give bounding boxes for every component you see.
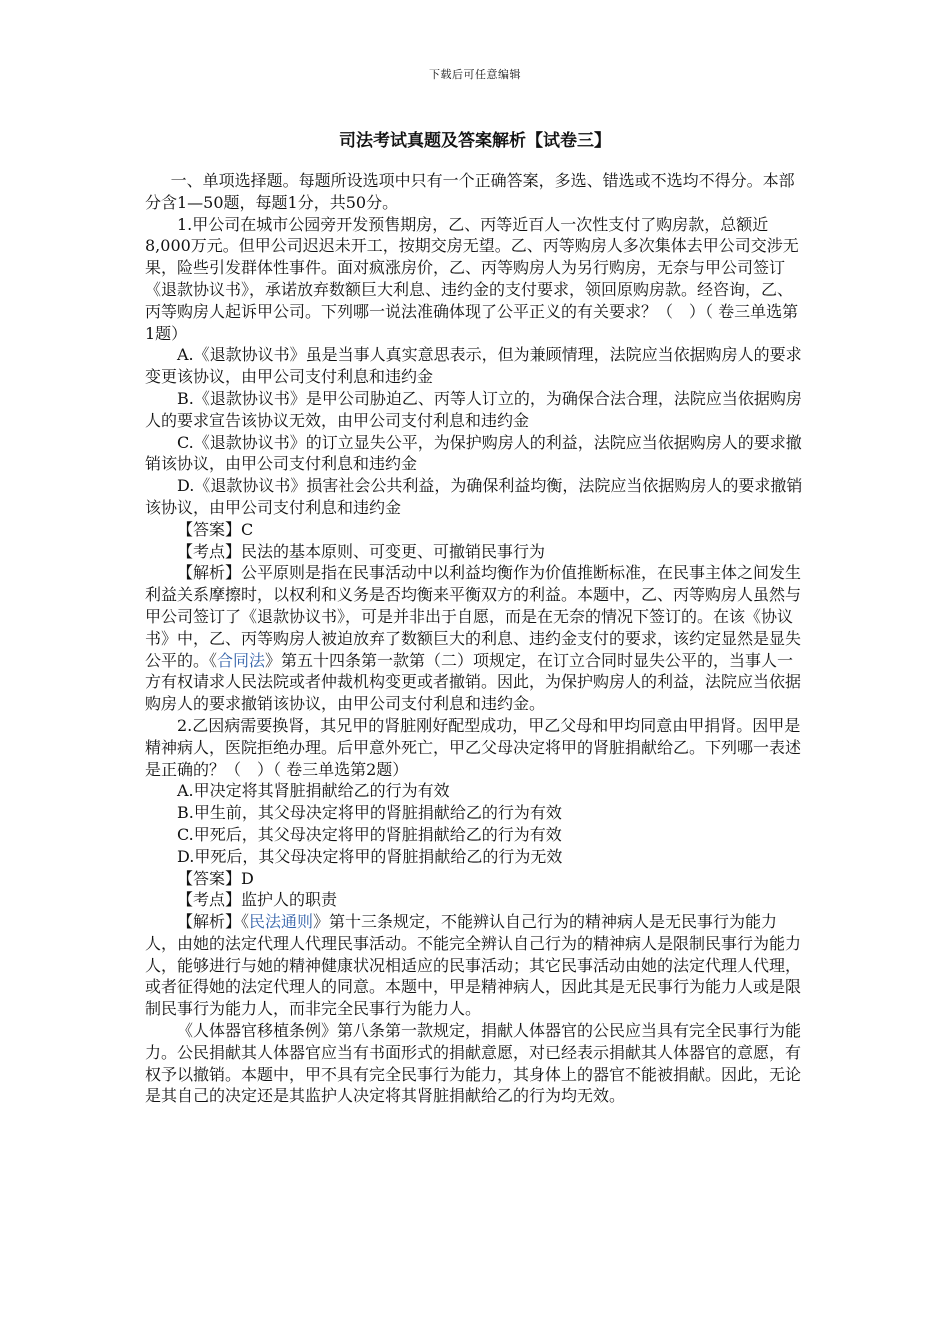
civil-law-link[interactable]: 民法通则 [249,912,314,932]
question-2-option-c: C.甲死后，其父母决定将甲的肾脏捐献给乙的行为有效 [177,824,562,844]
question-2-analysis-continued: 《人体器官移植条例》第八条第一款规定，捐献人体器官的公民应当具有完全民事行为能力。公民捐献其人体器官应当有书面形式的捐献意愿，对已经表示捐献其人体器官的意愿，有权予以撤销。本题中，甲不具有完全民事行为能力，其身体上的器官不能被捐献。因此，无论是其自己的决定还是其监护人决定将其肾脏捐献给乙的行为均无效。 [145,1021,802,1106]
question-2-option-d: D.甲死后，其父母决定将甲的肾脏捐献给乙的行为无效 [177,846,563,866]
header-note: 下载后可任意编辑 [429,68,521,81]
question-1-option-d: D.《退款协议书》损害社会公共利益，为确保利益均衡，法院应当依据购房人的要求撤销该协议，由甲公司支付利息和违约金 [145,476,803,517]
question-1-point: 【考点】民法的基本原则、可变更、可撤销民事行为 [177,541,546,561]
question-2-answer: 【答案】D [177,868,254,888]
question-1-stem: 1.甲公司在城市公园旁开发预售期房，乙、丙等近百人一次性支付了购房款，总额近8,000万元。但甲公司迟迟未开工，按期交房无望。乙、丙等购房人多次集体去甲公司交涉无果，险些引发群体性事件。面对疯涨房价，乙、丙等购房人为另行购房，无奈与甲公司签订《退款协议书》，承诺放弃数额巨大利息、违约金的支付要求，领回原购房款。经咨询，乙、丙等购房人起诉甲公司。下列哪一说法准确体现了公平正义的有关要求？（ ）（ 卷三单选第1题） [145,214,799,343]
document-body [145,170,805,1107]
question-2-option-a: A.甲决定将其肾脏捐献给乙的行为有效 [177,781,450,801]
question-2-analysis [145,911,805,1020]
question-1-analysis [145,562,805,715]
analysis-text: 【解析】公平原则是指在民事活动中以利益均衡作为价值推断标准，在民事主体之间发生利益关系摩擦时，以权利和义务是否均衡来平衡双方的利益。本题中，乙、丙等购房人虽然与甲公司签订了《退款协议书》，可是并非出于自愿，而是在无奈的情况下签订的。在该《协议书》中，乙、丙等购房人被迫放弃了数额巨大的利息、违约金支付的要求，该约定显然是显失公平的。《 [145,563,802,670]
question-1-option-b: B.《退款协议书》是甲公司胁迫乙、丙等人订立的，为确保合法合理，法院应当依据购房人的要求宣告该协议无效，由甲公司支付利息和违约金 [145,388,802,430]
question-2-stem: 2.乙因病需要换肾，其兄甲的肾脏刚好配型成功，甲乙父母和甲均同意由甲捐肾。因甲是精神病人，医院拒绝办理。后甲意外死亡，甲乙父母决定将甲的肾脏捐献给乙。下列哪一表述是正确的？（ ）（ 卷三单选第2题） [145,715,802,779]
question-1-option-a: A.《退款协议书》虽是当事人真实意思表示，但为兼顾情理，法院应当依据购房人的要求变更该协议，由甲公司支付利息和违约金 [145,345,802,387]
analysis-text: 》第五十四条第一款第（二）项规定，在订立合同时显失公平的，当事人一方有权请求人民法院或者仲裁机构变更或者撤销。因此，为保护购房人的利益，法院应当依据购房人的要求撤销该协议，由甲公司支付利息和违约金。 [145,650,802,714]
contract-law-link[interactable]: 合同法 [217,650,266,670]
page-title: 司法考试真题及答案解析【试卷三】 [339,131,611,151]
question-1-answer: 【答案】C [177,519,254,539]
analysis-text: 》第十三条规定，不能辨认自己行为的精神病人是无民事行为能力人，由她的法定代理人代理民事活动。不能完全辨认自己行为的精神病人是限制民事行为能力人，能够进行与她的精神健康状况相适应的民事活动；其它民事活动由她的法定代理人代理，或者征得她的法定代理人的同意。本题中，甲是精神病人，因此其是无民事行为能力人或是限制民事行为能力人，而非完全民事行为能力人。 [145,912,802,1019]
question-2-point: 【考点】监护人的职责 [177,890,338,910]
section-heading: 一、单项选择题。每题所设选项中只有一个正确答案，多选、错选或不选均不得分。本部分含1—50题，每题1分，共50分。 [145,171,795,212]
question-2-option-b: B.甲生前，其父母决定将甲的肾脏捐献给乙的行为有效 [177,803,562,823]
analysis-text: 【解析】《 [177,912,250,932]
question-1-option-c: C.《退款协议书》的订立显失公平，为保护购房人的利益，法院应当依据购房人的要求撤销该协议，由甲公司支付利息和违约金 [145,432,802,474]
